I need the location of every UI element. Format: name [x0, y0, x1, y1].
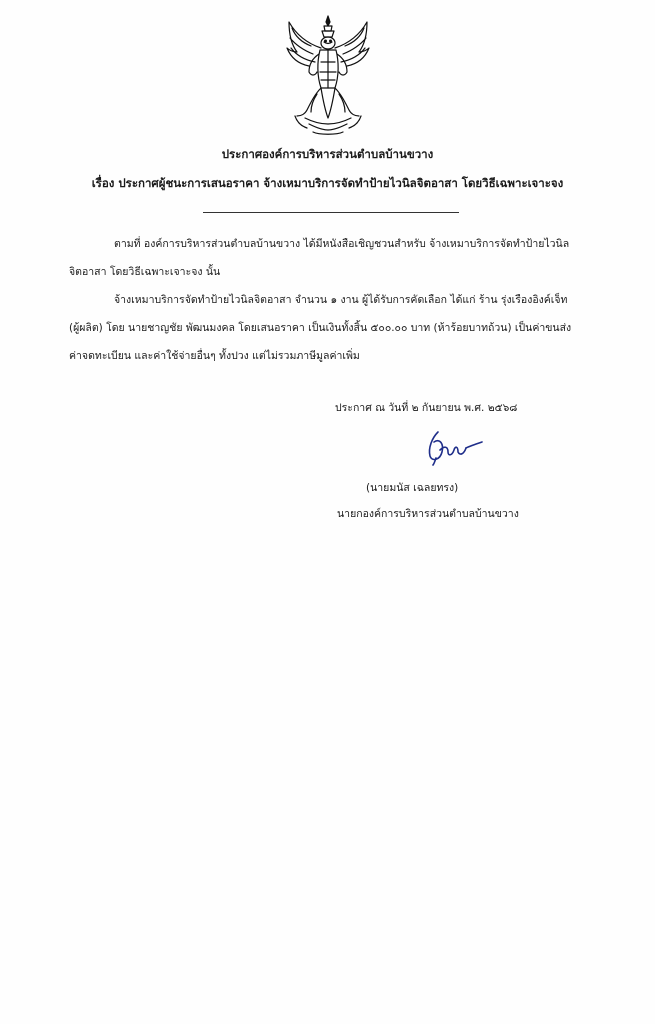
- garuda-emblem-icon: [283, 14, 373, 136]
- title-divider: [203, 212, 459, 213]
- announcement-date: ประกาศ ณ วันที่ ๒ กันยายน พ.ศ. ๒๕๖๘: [335, 402, 518, 414]
- paragraph-2-line-3: ค่าจดทะเบียน และค่าใช้จ่ายอื่นๆ ทั้งปวง แต่ไม่รวมภาษีมูลค่าเพิ่ม: [69, 350, 360, 362]
- paragraph-1-line-2: จิตอาสา โดยวิธีเฉพาะเจาะจง นั้น: [69, 266, 221, 278]
- paragraph-2-line-1: จ้างเหมาบริการจัดทำป้ายไวนิลจิตอาสา จำนวน ๑ งาน ผู้ได้รับการคัดเลือก ได้แก่ ร้าน รุ่งเรืองอิงค์เจ็ท: [114, 294, 568, 306]
- paragraph-2-line-2: (ผู้ผลิต) โดย นายชาญชัย พัฒนมงคล โดยเสนอราคา เป็นเงินทั้งสิ้น ๕๐๐.๐๐ บาท (ห้าร้อยบาทถ้วน) เป็นค่าขนส่ง: [69, 322, 572, 334]
- handwritten-signature: [418, 428, 486, 466]
- paragraph-1-line-1: ตามที่ องค์การบริหารส่วนตำบลบ้านขวาง ได้มีหนังสือเชิญชวนสำหรับ จ้างเหมาบริการจัดทำป้ายไวนิล: [114, 238, 570, 250]
- announcement-title: ประกาศองค์การบริหารส่วนตำบลบ้านขวาง: [221, 147, 434, 161]
- signer-position: นายกองค์การบริหารส่วนตำบลบ้านขวาง: [337, 508, 519, 520]
- signer-name: (นายมนัส เฉลยทรง): [366, 482, 459, 494]
- announcement-subject: เรื่อง ประกาศผู้ชนะการเสนอราคา จ้างเหมาบริการจัดทำป้ายไวนิลจิตอาสา โดยวิธีเฉพาะเจาะจง: [91, 176, 564, 190]
